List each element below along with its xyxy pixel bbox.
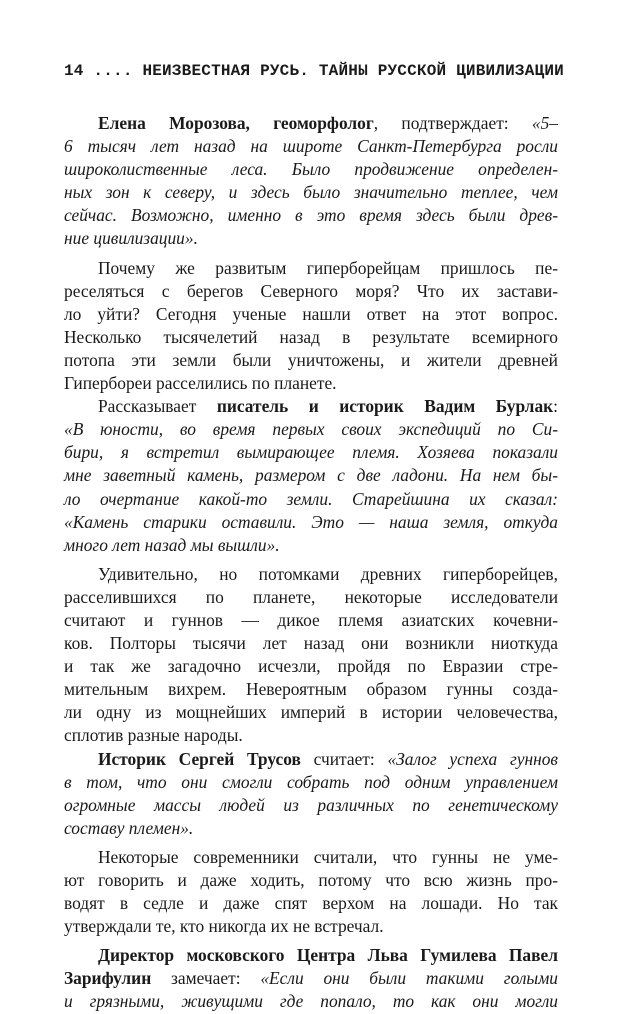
quote-line: «Камень старики оставили. Это — наша земля, откуда — [64, 511, 558, 532]
running-header — [64, 62, 564, 80]
colon: : — [553, 396, 558, 417]
text-line: Почему же развитым гиперборейцам пришлось пе- — [98, 257, 558, 278]
speaker-name: Зарифулин — [64, 968, 152, 989]
speech-verb: считает: — [300, 748, 388, 769]
speaker-name: Директор московского Центра Льва Гумилева Павел — [98, 945, 558, 966]
quote-line: ных зон к северу, и здесь было значительно теплее, чем — [64, 182, 558, 203]
text-line: расселившихся по планете, некоторые исследователи — [64, 586, 558, 607]
quote-line: сейчас. Возможно, именно в это время здесь были древ- — [64, 205, 558, 226]
speech-verb: , подтверждает: — [373, 113, 532, 133]
quote-text: «Если они были такими голыми — [260, 968, 558, 989]
header-dots: .... — [93, 62, 133, 80]
text-line — [64, 112, 558, 135]
text-line — [64, 967, 558, 990]
quote-line: широколиственные леса. Было продвижение определен- — [64, 159, 558, 180]
text-line: ли одну из мощнейших империй в истории человечества, — [64, 702, 558, 723]
text-line: ло уйти? Сегодня ученые нашли ответ на этот вопрос. — [64, 303, 558, 324]
text-line: водят в седле и даже спят верхом на лошади. Но так — [64, 893, 558, 914]
text-line: Несколько тысячелетий назад в результате всемирного — [64, 326, 558, 347]
paragraph-zarifulin — [64, 944, 558, 1013]
text-line: ют говорить и даже ходить, потому что всю жизнь про- — [64, 870, 558, 890]
quote-line: ние цивилизации». — [64, 228, 198, 249]
quote-line: много лет назад мы вышли». — [64, 534, 280, 555]
text-line: реселяться с берегов Северного моря? Что их застави- — [64, 280, 558, 301]
header-title: НЕИЗВЕСТНАЯ РУСЬ. ТАЙНЫ РУССКОЙ ЦИВИЛИЗАЦИИ — [142, 62, 564, 80]
text-line — [64, 395, 558, 418]
paragraph-contemporaries — [64, 846, 558, 938]
quote-line: 6 тысяч лет назад на широте Санкт-Петербурга росли — [64, 136, 558, 157]
paragraph-hyperboreans — [64, 257, 558, 396]
quote-line: мне заветный камень, размером с две ладони. На нем бы- — [64, 465, 558, 486]
quote-line: бири, я встретил вымирающее племя. Хозяева показали — [64, 442, 558, 463]
quote-line: «В юности, во время первых своих экспедиций по Си- — [64, 419, 558, 440]
speaker-name: Елена Морозова, геоморфолог — [98, 113, 374, 133]
text-line: Удивительно, но потомками древних гиперборейцев, — [98, 563, 558, 584]
text-line: сплотив разные народы. — [64, 725, 243, 746]
paragraph-trusov — [64, 748, 558, 840]
speaker-name: писатель и историк Вадим Бурлак — [216, 396, 554, 417]
text-line: считают и гуннов — дикое племя азиатских кочевни- — [64, 609, 558, 630]
quote-line: ло очертание какой-то земли. Старейшина их сказал: — [64, 488, 558, 509]
page-body — [64, 112, 558, 1014]
quote-line: составу племен». — [64, 817, 194, 838]
quote-text: «5– — [531, 113, 558, 133]
text-line: Гипербореи расселились по планете. — [64, 373, 337, 394]
paragraph-huns — [64, 563, 558, 748]
quote-line: в том, что они смогли собрать под одним управлением — [64, 771, 558, 792]
paragraph-morozova — [64, 112, 558, 251]
speech-verb: замечает: — [151, 968, 261, 989]
lead-text: Рассказывает — [98, 396, 217, 417]
speaker-name: Историк Сергей Трусов — [98, 748, 301, 769]
text-line: Некоторые современники считали, что гунны не уме- — [98, 846, 558, 867]
quote-text: «Залог успеха гуннов — [387, 748, 558, 769]
quote-line: огромные массы людей из различных по генетическому — [64, 794, 558, 815]
text-line: потопа эти земли были уничтожены, и жители древней — [64, 349, 558, 370]
quote-line: и грязными, живущими где попало, то как они могли — [64, 991, 558, 1012]
text-line — [64, 748, 558, 771]
page-number: 14 — [64, 62, 84, 80]
text-line: ков. Полторы тысячи лет назад они возникли ниоткуда — [64, 633, 558, 654]
text-line: мительным вихрем. Невероятным образом гунны созда- — [64, 679, 558, 700]
text-line: утверждали те, кто никогда их не встречал. — [64, 916, 384, 937]
paragraph-burlak — [64, 395, 558, 557]
text-line: и так же загадочно исчезли, пройдя по Евразии стре- — [64, 656, 558, 677]
